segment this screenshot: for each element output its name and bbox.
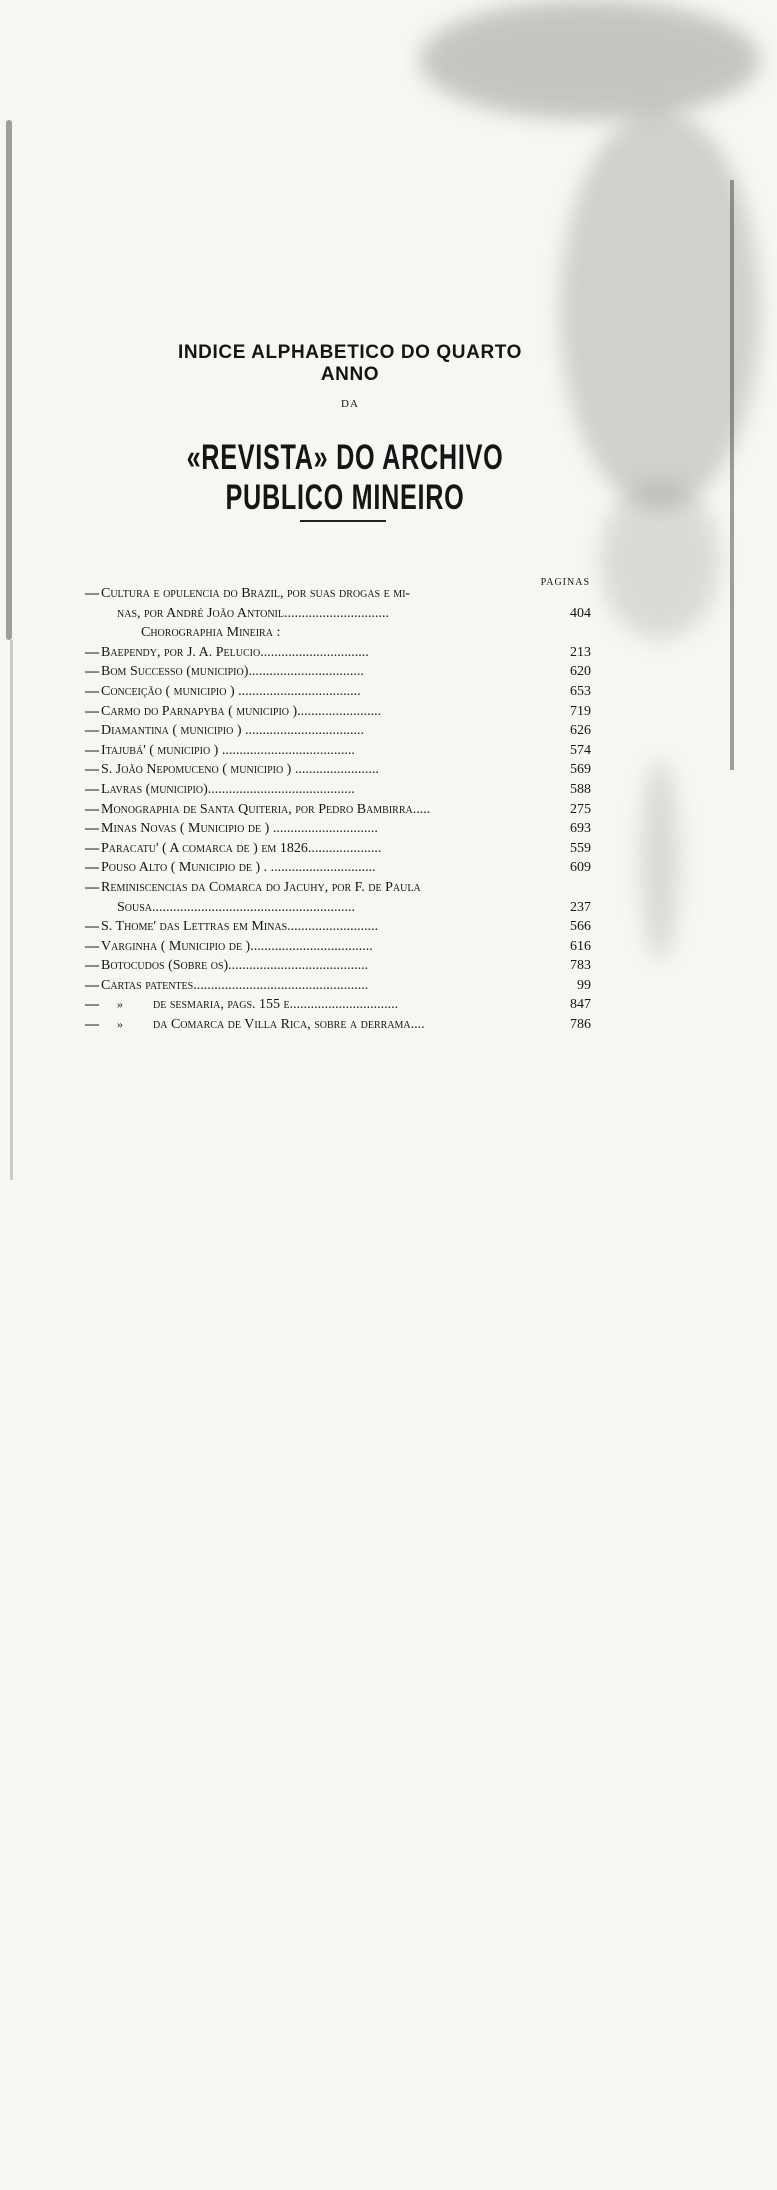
entry-page-number: 719 xyxy=(570,703,591,719)
entry-text: Carmo do Parnapyba ( municipio )........................ xyxy=(101,703,382,719)
entry-text: Cultura e opulencia do Brazil, por suas drogas e mi- xyxy=(101,586,411,601)
index-entry xyxy=(85,878,595,898)
entry-page-number: 213 xyxy=(570,644,591,660)
index-entry xyxy=(85,780,595,800)
entry-dash: — xyxy=(85,977,99,993)
entry-text: Paracatu' ( A comarca de ) em 1826..................... xyxy=(101,840,382,856)
entry-page-number: 653 xyxy=(570,683,591,699)
index-entry xyxy=(85,898,595,918)
entry-text: de sesmaria, pags. 155 e............................... xyxy=(153,997,399,1013)
pages-column-label: PAGINAS xyxy=(540,577,590,588)
entry-dash: — xyxy=(85,762,99,778)
entry-dash: — xyxy=(85,664,99,680)
entry-page-number: 786 xyxy=(570,1017,591,1033)
index-entry xyxy=(85,976,595,996)
entry-dash: — xyxy=(85,683,99,699)
index-entry xyxy=(85,937,595,957)
entry-dash: — xyxy=(85,919,99,935)
entry-page-number: 275 xyxy=(570,801,591,817)
index-entry xyxy=(85,702,595,722)
title-rule xyxy=(300,520,386,522)
entry-dash: — xyxy=(85,644,99,660)
entry-text: nas, por André João Antonil.............................. xyxy=(117,605,389,621)
entry-dash: — xyxy=(85,801,99,817)
entry-dash: — xyxy=(85,879,99,895)
entry-page-number: 569 xyxy=(570,762,591,778)
entry-dash: — xyxy=(85,860,99,876)
entry-dash: — xyxy=(85,1017,99,1033)
entry-dash: — xyxy=(85,821,99,837)
index-entry xyxy=(85,1015,595,1035)
entry-text: Diamantina ( municipio ) .................................. xyxy=(101,723,364,739)
index-entry xyxy=(85,956,595,976)
index-entry xyxy=(85,760,595,780)
entry-text: Monographia de Santa Quiteria, por Pedro Bambirra..... xyxy=(101,801,431,817)
entry-dash: — xyxy=(85,840,99,856)
index-title: INDICE ALPHABETICO DO QUARTO ANNO xyxy=(177,342,523,385)
index-entry xyxy=(85,839,595,859)
entry-dash: — xyxy=(85,997,99,1013)
entry-page-number: 783 xyxy=(570,958,591,974)
index-entry xyxy=(85,721,595,741)
water-stain xyxy=(640,760,680,960)
binding-edge xyxy=(10,640,13,1180)
entry-text: Lavras (municipio).......................................... xyxy=(101,781,355,797)
entry-text: Minas Novas ( Municipio de ) .............................. xyxy=(101,821,378,837)
entry-dash: — xyxy=(85,723,99,739)
entry-dash: — xyxy=(85,742,99,758)
entry-page-number: 559 xyxy=(570,840,591,856)
index-entry xyxy=(85,995,595,1015)
water-stain xyxy=(600,480,720,640)
entry-text: Sousa.......................................................... xyxy=(117,899,356,915)
entry-page-number: 616 xyxy=(570,938,591,954)
entry-text: Cartas patentes.................................................. xyxy=(101,977,369,993)
entry-page-number: 588 xyxy=(570,781,591,797)
entry-text: Pouso Alto ( Municipio de ) . .............................. xyxy=(101,860,376,876)
entry-text: Bom Successo (municipio)................................. xyxy=(101,664,364,680)
index-entry xyxy=(85,604,595,624)
entry-page-number: 404 xyxy=(570,605,591,621)
index-entry xyxy=(85,643,595,663)
entry-text: Botocudos (Sobre os)........................................ xyxy=(101,958,369,974)
entry-text: Reminiscencias da Comarca do Jacuhy, por F. de Paula xyxy=(101,879,421,895)
entry-page-number: 847 xyxy=(570,997,591,1013)
entry-page-number: 609 xyxy=(570,860,591,876)
ditto-mark: » xyxy=(117,1017,123,1032)
entry-dash: — xyxy=(85,703,99,719)
entry-text: S. Thome' das Lettras em Minas.......................... xyxy=(101,919,379,935)
water-stain xyxy=(420,0,760,120)
index-entries xyxy=(85,584,595,1035)
entry-page-number: 237 xyxy=(570,899,591,915)
index-entry xyxy=(85,682,595,702)
entry-page-number: 566 xyxy=(570,919,591,935)
entry-text: Baependy, por J. A. Pelucio............................... xyxy=(101,644,369,660)
index-entry xyxy=(85,662,595,682)
entry-page-number: 99 xyxy=(577,977,591,993)
journal-title: «REVISTA» DO ARCHIVO PUBLICO MINEIRO xyxy=(186,438,504,517)
entry-dash: — xyxy=(85,586,99,601)
entry-page-number: 620 xyxy=(570,664,591,680)
entry-text: Chorographia Mineira : xyxy=(141,625,281,641)
entry-dash: — xyxy=(85,938,99,954)
entry-text: S. João Nepomuceno ( municipio ) ........................ xyxy=(101,762,379,778)
index-subtitle: DA xyxy=(341,398,359,410)
entry-page-number: 693 xyxy=(570,821,591,837)
entry-dash: — xyxy=(85,958,99,974)
page-rim xyxy=(730,180,734,770)
entry-text: Conceição ( municipio ) ................................... xyxy=(101,683,361,699)
index-entry xyxy=(85,858,595,878)
entry-page-number: 574 xyxy=(570,742,591,758)
entry-dash: — xyxy=(85,781,99,797)
entry-text: Varginha ( Municipio de )................................... xyxy=(101,938,373,954)
entry-text: da Comarca de Villa Rica, sobre a derrama.... xyxy=(153,1017,425,1033)
ditto-mark: » xyxy=(117,997,123,1012)
binding-edge xyxy=(6,120,12,640)
entry-text: Itajubá' ( municipio ) ...................................... xyxy=(101,742,355,758)
index-entry xyxy=(85,800,595,820)
index-entry xyxy=(85,741,595,761)
index-entry xyxy=(85,819,595,839)
index-entry xyxy=(85,623,595,643)
entry-page-number: 626 xyxy=(570,723,591,739)
index-entry xyxy=(85,917,595,937)
index-entry xyxy=(85,584,595,604)
